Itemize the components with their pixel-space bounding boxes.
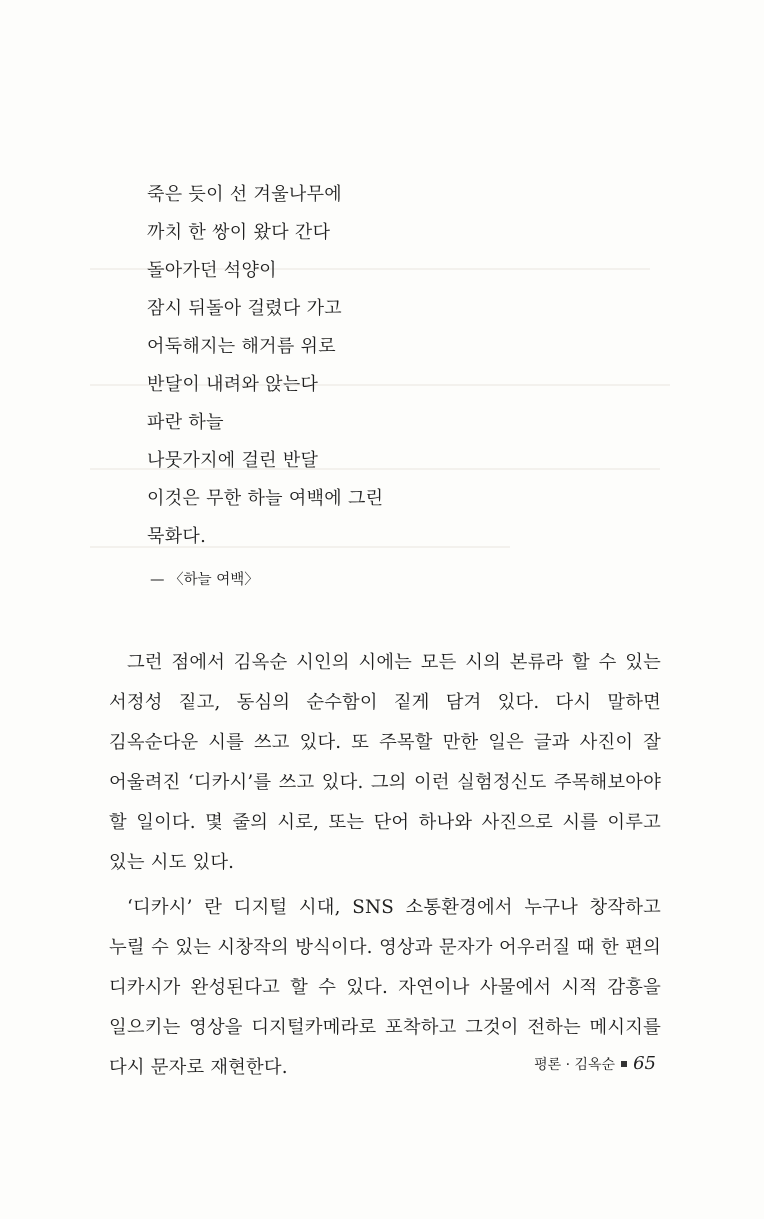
page-footer — [534, 1052, 656, 1077]
running-head: 평론 · 김옥순 — [534, 1057, 616, 1073]
poem-line: 잠시 뒤돌아 걸렸다 가고 — [147, 298, 342, 319]
poem-line: 나뭇가지에 걸린 반달 — [147, 450, 319, 471]
poem-line: 이것은 무한 하늘 여백에 그린 — [147, 488, 384, 509]
essay-paragraph: 그런 점에서 김옥순 시인의 시에는 모든 시의 본류라 할 수 있는 서정성 짙고, 동심의 순수함이 짙게 담겨 있다. 다시 말하면 김옥순다운 시를 쓰고 있다. 또 주목할 만한 일은 글과 사진이 잘 어울려진 ‘디카시’를 쓰고 있다. 그의 이런 실험정신도 주목해보아야 할 일이다. 몇 줄의 시로, 또는 단어 하나와 사진으로 시를 이루고 있는 시도 있다. — [109, 652, 661, 873]
poem-line: 묵화다. — [147, 526, 207, 547]
poem-line: 까치 한 쌍이 왔다 간다 — [147, 222, 331, 243]
essay-body — [109, 643, 661, 1093]
poem-line: 죽은 듯이 선 겨울나무에 — [147, 184, 342, 205]
essay-paragraph: ‘디카시’ 란 디지털 시대, SNS 소통환경에서 누구나 창작하고 누릴 수 있는 시창작의 방식이다. 영상과 문자가 어우러질 때 한 편의 디카시가 완성된다고 할 수 있다. 자연이나 사물에서 시적 감흥을 일으키는 영상을 디지털카메라로 포착하고 그것이 전하는 메시지를 다시 문자로 재현한다. — [109, 897, 661, 1078]
poem-line: 어둑해지는 해거름 위로 — [147, 336, 336, 357]
square-bullet-icon — [621, 1061, 627, 1067]
page-number: 65 — [633, 1053, 656, 1074]
poem-line: 돌아가던 석양이 — [147, 260, 277, 281]
poem-line: 반달이 내려와 앉는다 — [147, 374, 319, 395]
poem-block — [147, 176, 567, 556]
poem-source-citation: — 〈하늘 여백〉 — [150, 572, 259, 588]
poem-line: 파란 하늘 — [147, 412, 224, 433]
